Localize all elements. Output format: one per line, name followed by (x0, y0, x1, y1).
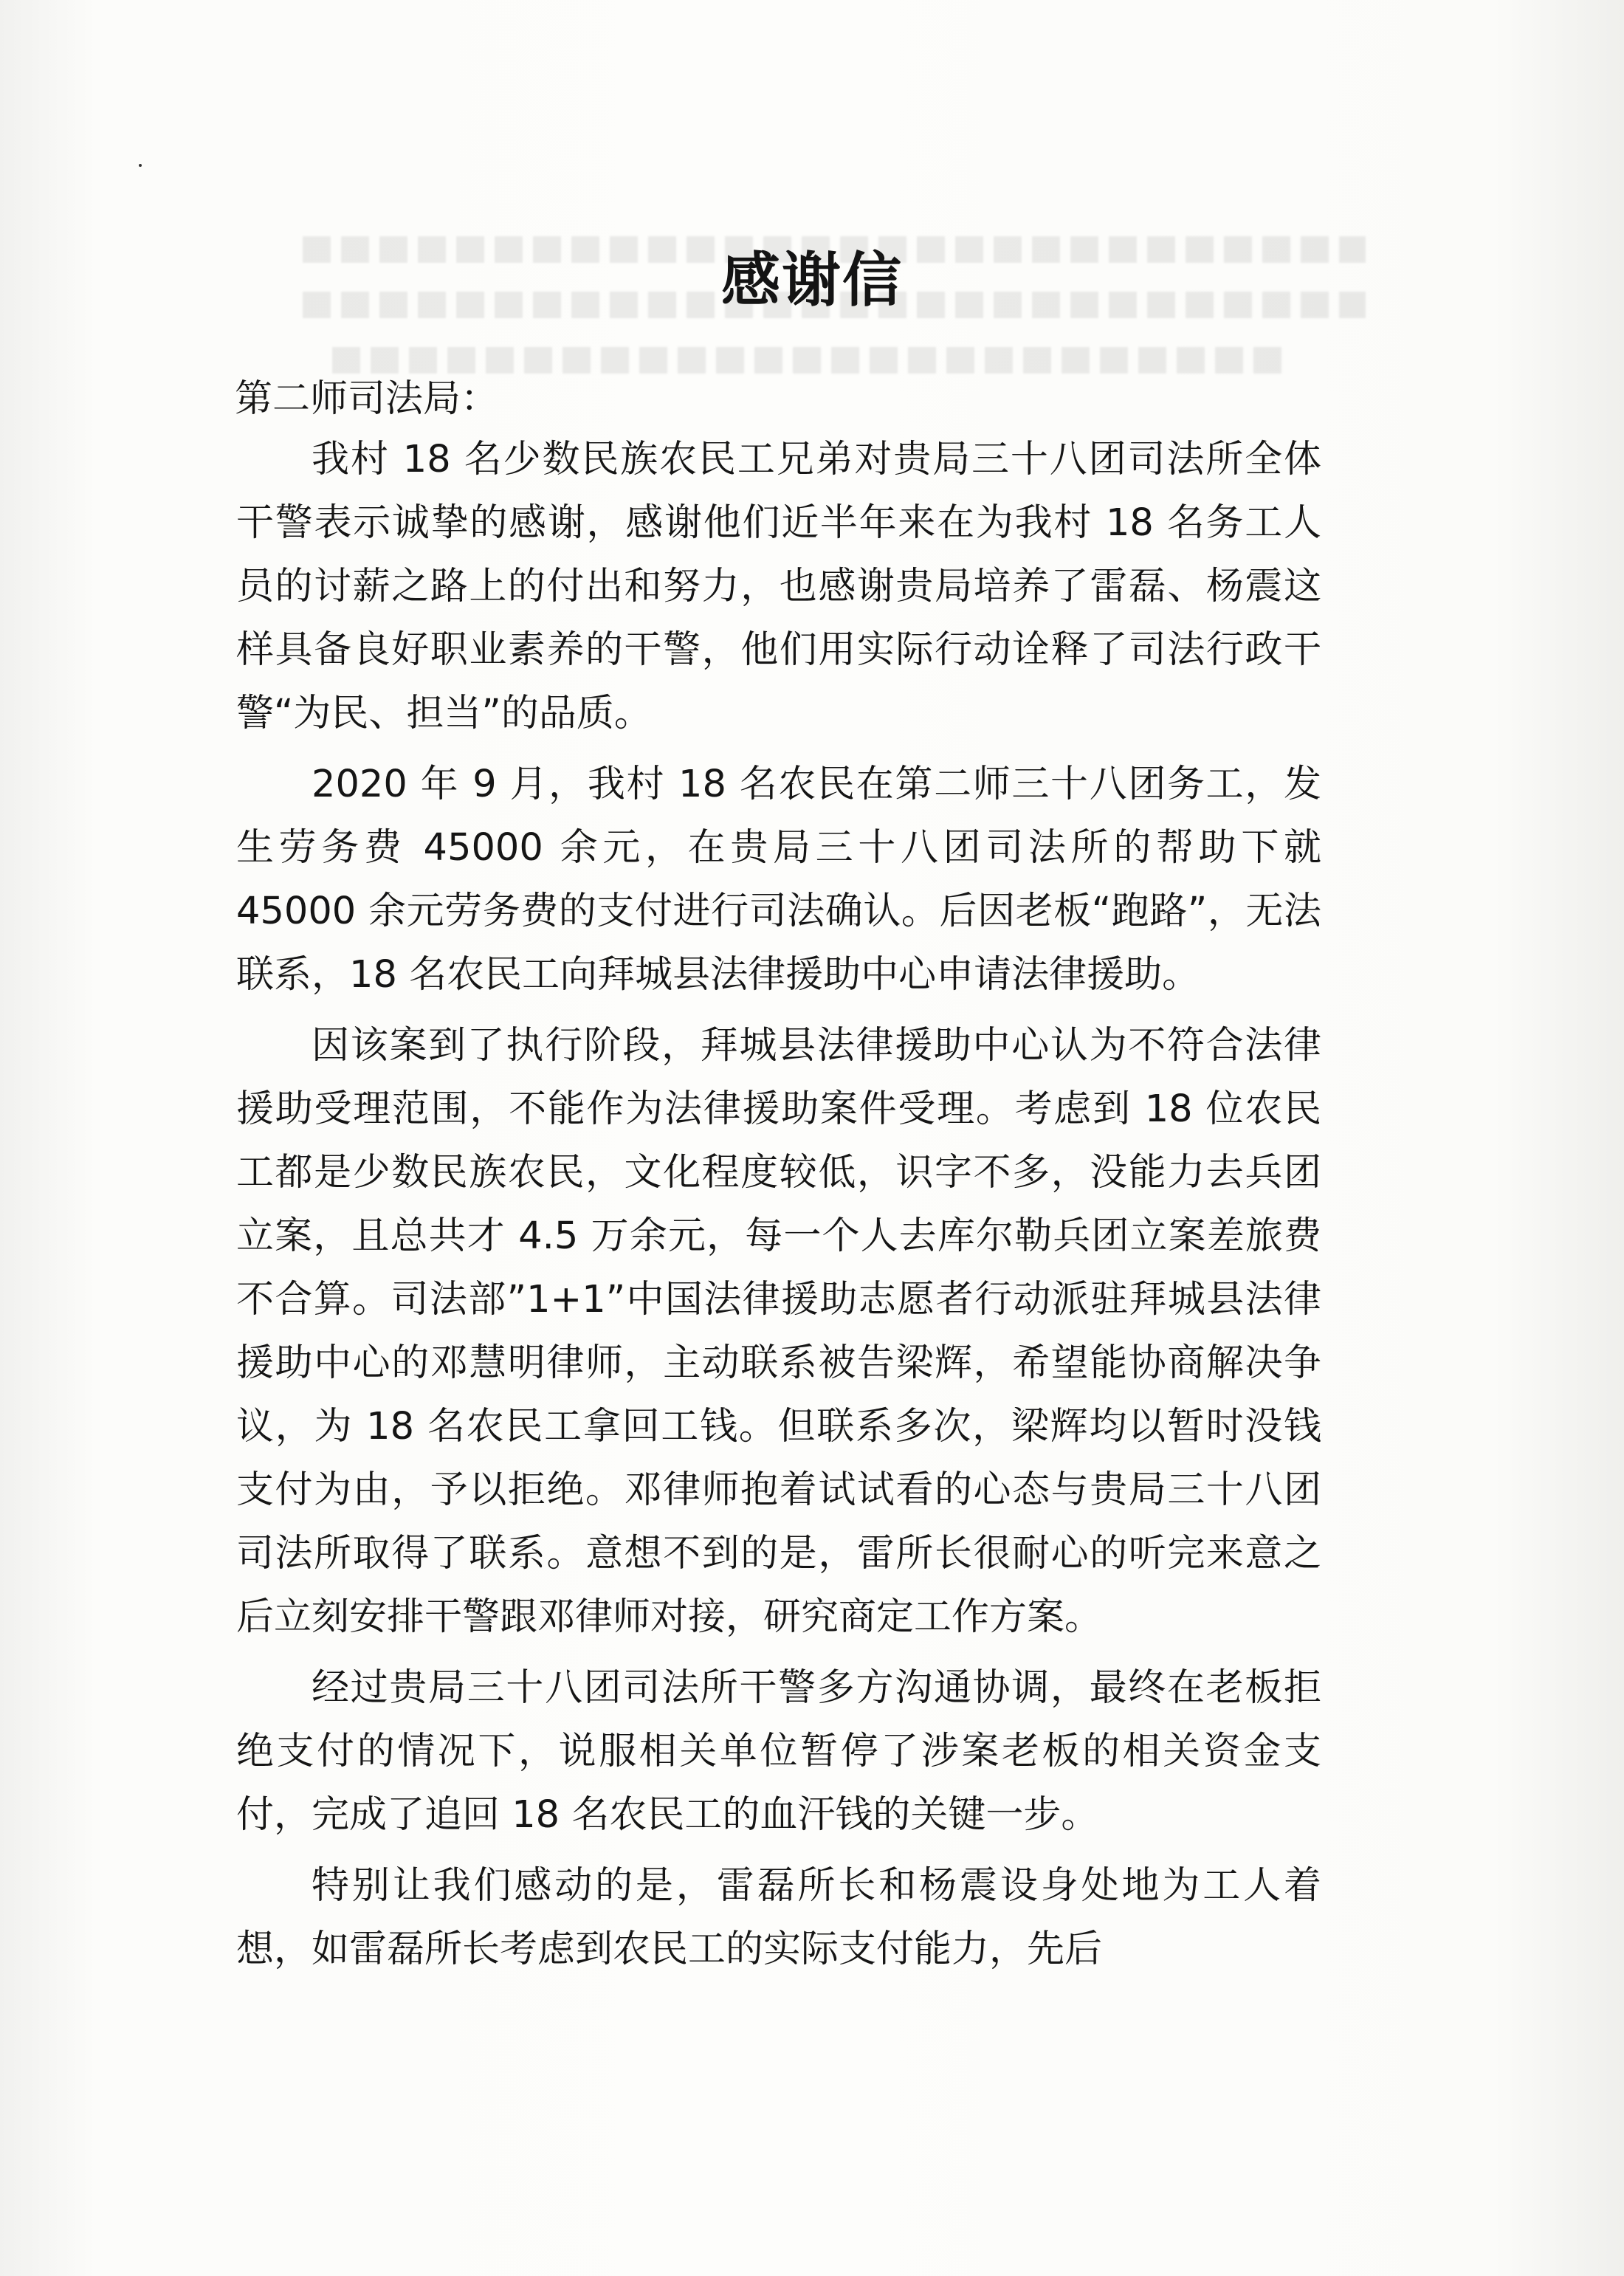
paragraph: 2020 年 9 月，我村 18 名农民在第二师三十八团务工，发生劳务费 45000 余元，在贵局三十八团司法所的帮助下就 45000 余元劳务费的支付进行司法确认。后因老板“跑路”，无法联系，18 名农民工向拜城县法律援助中心申请法律援助。 (236, 763, 1321, 997)
letter-salutation: 第二师司法局： (235, 377, 499, 421)
paragraph: 因该案到了执行阶段，拜城县法律援助中心认为不符合法律援助受理范围，不能作为法律援助案件受理。考虑到 18 位农民工都是少数民族农民，文化程度较低，识字不多，没能力去兵团立案，且总共才 4.5 万余元，每一个人去库尔勒兵团立案差旅费不合算。司法部”1+1”中国法律援助志愿者行动派驻拜城县法律援助中心的邓慧明律师，主动联系被告梁辉，希望能协商解决争议，为 18 名农民工拿回工钱。但联系多次，梁辉均以暂时没钱支付为由，予以拒绝。邓律师抱着试试看的心态与贵局三十八团司法所取得了联系。意想不到的是，雷所长很耐心的听完来意之后立刻安排干警跟邓律师对接，研究商定工作方案。 (236, 1024, 1321, 1639)
paragraph: 特别让我们感动的是，雷磊所长和杨震设身处地为工人着想，如雷磊所长考虑到农民工的实际支付能力，先后 (236, 1864, 1321, 1971)
paragraph: 经过贵局三十八团司法所干警多方沟通协调，最终在老板拒绝支付的情况下，说服相关单位暂停了涉案老板的相关资金支付，完成了追回 18 名农民工的血汗钱的关键一步。 (236, 1666, 1321, 1837)
letter-title: 感谢信 (721, 246, 903, 314)
paragraph: 我村 18 名少数民族农民工兄弟对贵局三十八团司法所全体干警表示诚挚的感谢，感谢他们近半年来在为我村 18 名务工人员的讨薪之路上的付出和努力，也感谢贵局培养了雷磊、杨震这样具备良好职业素养的干警，他们用实际行动诠释了司法行政干警“为民、担当”的品质。 (236, 438, 1321, 735)
letter-body (236, 428, 1321, 1989)
speck-mark (139, 164, 142, 167)
